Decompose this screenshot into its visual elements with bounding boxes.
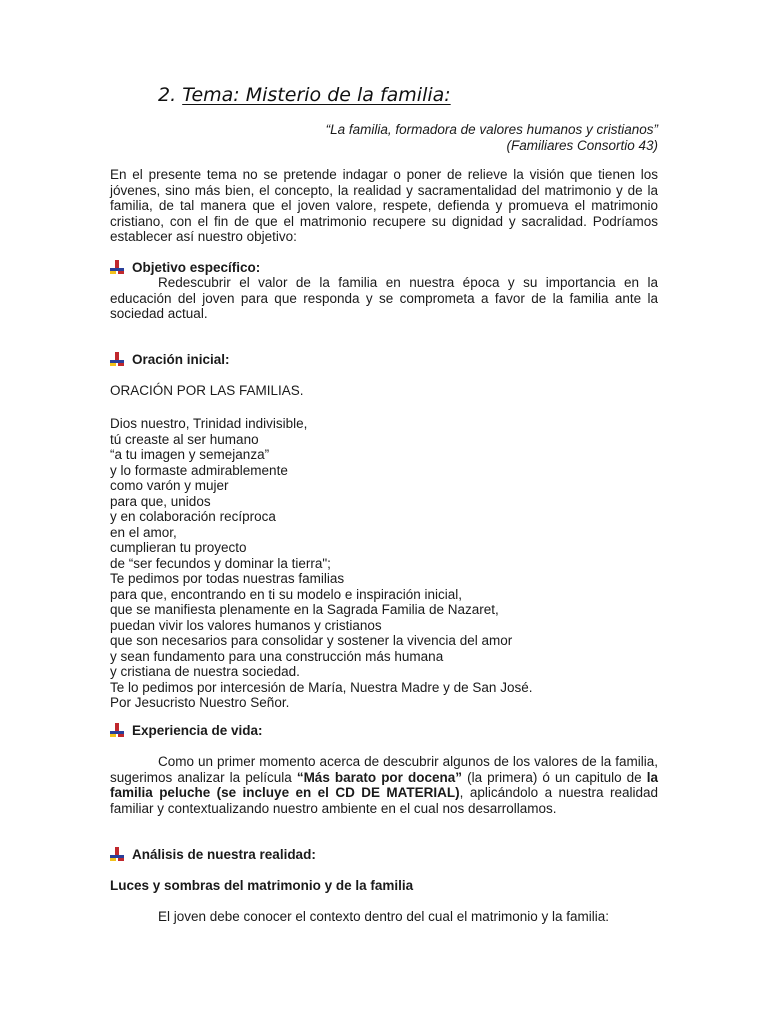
prayer-title: ORACIÓN POR LAS FAMILIAS.	[110, 383, 304, 398]
prayer-line: y en colaboración recíproca	[110, 509, 276, 524]
section-heading-experiencia	[110, 723, 263, 739]
experiencia-heading: Experiencia de vida:	[132, 723, 263, 738]
prayer-line: para que, encontrando en ti su modelo e inspiración inicial,	[110, 586, 462, 602]
prayer-line: como varón y mujer	[110, 478, 229, 493]
oracion-heading: Oración inicial:	[132, 352, 230, 367]
experiencia-text-1: Como un primer momento acerca de descubrir algunos de los valores de la familia, sugerimos analizar la película	[110, 754, 658, 785]
prayer-line: puedan vivir los valores humanos y cristianos	[110, 617, 382, 633]
prayer-line: Te lo pedimos por intercesión de María, Nuestra Madre y de San José.	[110, 679, 533, 695]
section-heading-analisis	[110, 847, 316, 863]
epigraph	[326, 122, 658, 153]
analisis-heading: Análisis de nuestra realidad:	[132, 847, 316, 862]
bullet-icon	[110, 352, 124, 366]
epigraph-source: (Familiares Consortio 43)	[506, 137, 658, 153]
experiencia-text-2: (la primera) ó un capitulo de	[462, 769, 647, 785]
epigraph-quote: “La familia, formadora de valores humanos y cristianos”	[325, 122, 658, 137]
analisis-subheading: Luces y sombras del matrimonio y de la familia	[110, 878, 414, 893]
section-heading-objetivo	[110, 260, 260, 276]
experiencia-text-3: , aplicándolo a nuestra realidad familiar y contextualizando nuestro ambiente en el cual nos desarrollamos.	[110, 785, 658, 816]
prayer-line: y lo formaste admirablemente	[110, 462, 288, 478]
prayer-line: Por Jesucristo Nuestro Señor.	[110, 695, 290, 710]
series-title: la familia peluche (se incluye en el CD DE MATERIAL)	[110, 769, 658, 800]
prayer-line: tú creaste al ser humano	[110, 431, 259, 447]
bullet-icon	[110, 847, 124, 861]
bullet-icon	[110, 723, 124, 737]
title-number: 2.	[158, 84, 177, 106]
film-title: “Más barato por docena”	[296, 769, 463, 785]
prayer-line: en el amor,	[110, 524, 177, 540]
prayer-line: y cristiana de nuestra sociedad.	[110, 664, 300, 679]
section-heading-oracion	[110, 352, 230, 368]
prayer-line: Dios nuestro, Trinidad indivisible,	[110, 416, 308, 431]
prayer-line: “a tu imagen y semejanza”	[110, 447, 270, 462]
prayer-line: que se manifiesta plenamente en la Sagrada Familia de Nazaret,	[110, 602, 499, 617]
prayer-line: que son necesarios para consolidar y sostener la vivencia del amor	[110, 633, 513, 648]
title-text: Tema: Misterio de la familia:	[182, 84, 451, 106]
prayer-text	[110, 416, 658, 711]
bullet-icon	[110, 260, 124, 274]
prayer-line: de “ser fecundos y dominar la tierra";	[110, 555, 331, 571]
prayer-line: y sean fundamento para una construcción más humana	[110, 648, 444, 664]
prayer-line: Te pedimos por todas nuestras familias	[110, 571, 345, 586]
prayer-line: para que, unidos	[110, 493, 211, 509]
prayer-line: cumplieran tu proyecto	[110, 540, 247, 555]
intro-paragraph: En el presente tema no se pretende indagar o poner de relieve la visión que tienen los jóvenes, sino más bien, el concepto, la realidad y sacramentalidad del matrimonio y de la familia, de tal manera que el joven valore, respete, defienda y promueva el matrimonio cristiano, con el fin de que el matrimonio recupere su dignidad y sacralidad. Podríamos establecer así nuestro objetivo:	[110, 167, 658, 244]
objetivo-heading: Objetivo específico:	[132, 260, 261, 275]
experiencia-body	[110, 754, 658, 816]
analisis-body: El joven debe conocer el contexto dentro del cual el matrimonio y la familia:	[158, 909, 609, 924]
objetivo-body: Redescubrir el valor de la familia en nuestra época y su importancia en la educación del joven para que responda y se comprometa a favor de la familia ante la sociedad actual.	[110, 275, 658, 321]
page-title	[158, 84, 451, 106]
